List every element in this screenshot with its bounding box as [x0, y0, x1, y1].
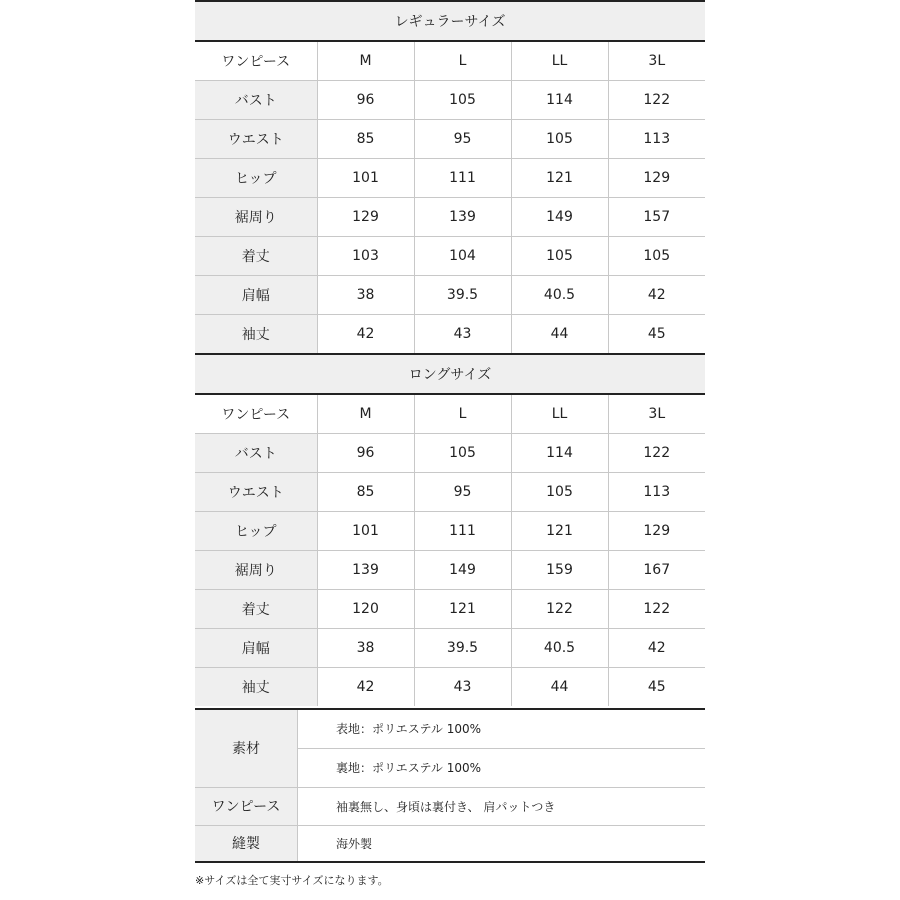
table-row [195, 276, 705, 315]
size-value: 121 [511, 512, 608, 551]
row-label: ヒップ [195, 159, 317, 198]
size-value: 38 [317, 276, 414, 315]
size-value: 129 [608, 512, 705, 551]
size-value: 114 [511, 434, 608, 473]
size-value: 121 [511, 159, 608, 198]
column-header: L [414, 41, 511, 81]
column-header: 3L [608, 394, 705, 434]
row-label: 裾周り [195, 198, 317, 237]
row-label: ウエスト [195, 120, 317, 159]
size-value: 85 [317, 120, 414, 159]
column-header-row [195, 41, 705, 81]
product-info-table [195, 708, 705, 863]
material-label: 素材 [195, 709, 298, 787]
size-value: 129 [608, 159, 705, 198]
row-label: 裾周り [195, 551, 317, 590]
size-value: 44 [511, 668, 608, 707]
size-value: 42 [608, 629, 705, 668]
row-label: バスト [195, 81, 317, 120]
size-value: 101 [317, 512, 414, 551]
size-value: 167 [608, 551, 705, 590]
column-header: M [317, 41, 414, 81]
regular-size-title: レギュラーサイズ [195, 1, 705, 41]
row-label: ウエスト [195, 473, 317, 512]
table-row [195, 81, 705, 120]
sewing-label: 縫製 [195, 825, 298, 862]
section-header [195, 1, 705, 41]
table-row [195, 590, 705, 629]
size-value: 149 [511, 198, 608, 237]
size-value: 103 [317, 237, 414, 276]
table-row [195, 315, 705, 354]
size-value: 44 [511, 315, 608, 354]
size-value: 45 [608, 668, 705, 707]
size-value: 139 [317, 551, 414, 590]
column-header: ワンピース [195, 394, 317, 434]
size-value: 114 [511, 81, 608, 120]
size-value: 40.5 [511, 276, 608, 315]
long-size-table [195, 353, 705, 706]
column-header: M [317, 394, 414, 434]
table-row [195, 668, 705, 707]
column-header: ワンピース [195, 41, 317, 81]
size-value: 105 [414, 434, 511, 473]
size-value: 122 [608, 590, 705, 629]
size-value: 95 [414, 473, 511, 512]
sewing-value: 海外製 [336, 836, 373, 851]
size-value: 101 [317, 159, 414, 198]
row-label: 肩幅 [195, 276, 317, 315]
size-value: 121 [414, 590, 511, 629]
section-header [195, 354, 705, 394]
table-row [195, 198, 705, 237]
column-header-row [195, 394, 705, 434]
size-value: 42 [317, 668, 414, 707]
size-value: 39.5 [414, 629, 511, 668]
size-value: 111 [414, 159, 511, 198]
size-value: 85 [317, 473, 414, 512]
table-row [195, 237, 705, 276]
size-value: 96 [317, 434, 414, 473]
size-value: 149 [414, 551, 511, 590]
table-row [195, 434, 705, 473]
material-outer: 表地：ポリエステル 100% [298, 709, 706, 748]
row-label: 着丈 [195, 237, 317, 276]
onepiece-label: ワンピース [195, 787, 298, 825]
size-value: 105 [414, 81, 511, 120]
row-label: 着丈 [195, 590, 317, 629]
size-value: 113 [608, 120, 705, 159]
row-label: 肩幅 [195, 629, 317, 668]
size-value: 43 [414, 668, 511, 707]
size-value: 129 [317, 198, 414, 237]
size-value: 105 [511, 237, 608, 276]
row-label: 袖丈 [195, 315, 317, 354]
size-value: 113 [608, 473, 705, 512]
material-lining: 裏地：ポリエステル 100% [298, 748, 706, 787]
column-header: LL [511, 41, 608, 81]
size-value: 39.5 [414, 276, 511, 315]
size-value: 122 [511, 590, 608, 629]
size-value: 38 [317, 629, 414, 668]
column-header: LL [511, 394, 608, 434]
size-value: 42 [317, 315, 414, 354]
table-row [195, 159, 705, 198]
size-value: 43 [414, 315, 511, 354]
size-note: ※サイズは全て実寸サイズになります。 [195, 874, 389, 887]
size-value: 42 [608, 276, 705, 315]
table-row [195, 629, 705, 668]
size-value: 159 [511, 551, 608, 590]
size-value: 45 [608, 315, 705, 354]
column-header: 3L [608, 41, 705, 81]
long-size-title: ロングサイズ [195, 354, 705, 394]
size-value: 122 [608, 81, 705, 120]
size-value: 139 [414, 198, 511, 237]
table-row [195, 551, 705, 590]
size-value: 111 [414, 512, 511, 551]
size-value: 105 [511, 473, 608, 512]
size-value: 122 [608, 434, 705, 473]
size-value: 95 [414, 120, 511, 159]
table-row [195, 512, 705, 551]
table-row [195, 120, 705, 159]
size-value: 104 [414, 237, 511, 276]
column-header: L [414, 394, 511, 434]
row-label: バスト [195, 434, 317, 473]
size-chart [195, 0, 705, 863]
regular-size-table [195, 0, 705, 353]
size-value: 105 [608, 237, 705, 276]
size-value: 105 [511, 120, 608, 159]
size-value: 157 [608, 198, 705, 237]
row-label: ヒップ [195, 512, 317, 551]
size-value: 96 [317, 81, 414, 120]
size-value: 40.5 [511, 629, 608, 668]
size-value: 120 [317, 590, 414, 629]
table-row [195, 473, 705, 512]
row-label: 袖丈 [195, 668, 317, 707]
onepiece-value: 袖裏無し、身頃は裏付き、 肩パットつき [298, 787, 706, 825]
